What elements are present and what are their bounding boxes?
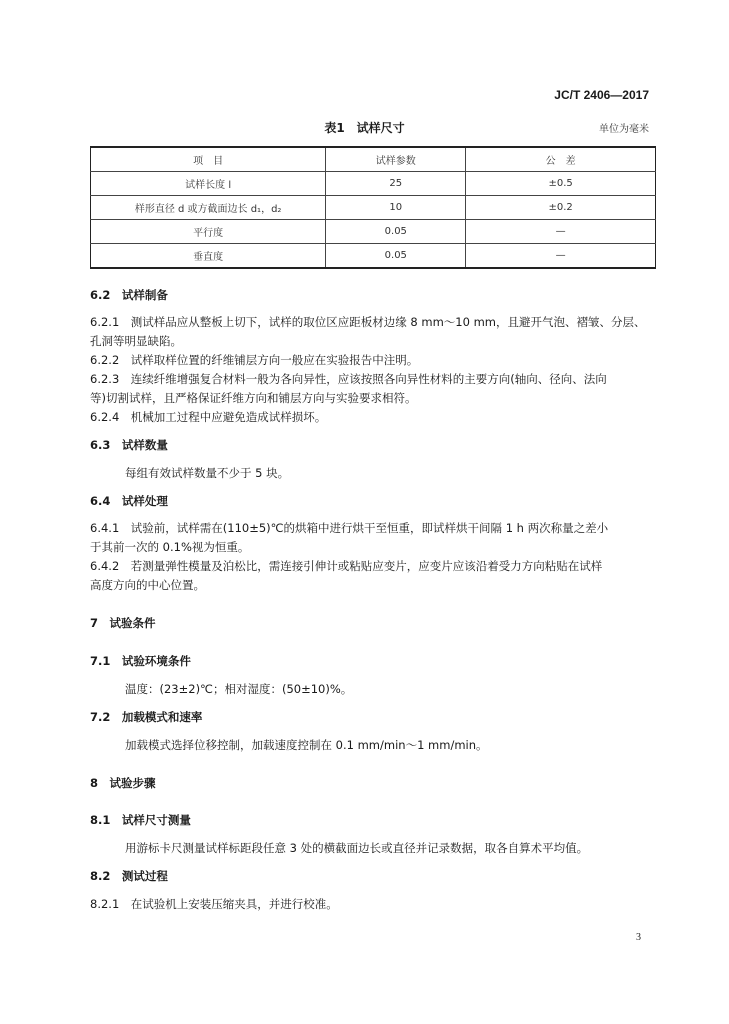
paragraph-7-1: 温度：(23±2)℃；相对湿度：(50±10)%。 [125, 682, 353, 696]
table-cell: 平行度 [91, 220, 326, 244]
paragraph-6-2-3-cont: 等)切割试样，且严格保证纤维方向和铺层方向与实验要求相符。 [90, 391, 417, 405]
table-row [91, 196, 656, 220]
paragraph-6-4-1: 6.4.1 试验前，试样需在(110±5)℃的烘箱中进行烘干至恒重，即试样烘干间隔 1 h 两次称量之差小 [90, 521, 609, 535]
standard-code: JC/T 2406—2017 [554, 88, 649, 102]
table-row [91, 244, 656, 269]
paragraph-6-3: 每组有效试样数量不少于 5 块。 [125, 466, 290, 480]
table-cell: 10 [326, 196, 466, 220]
section-heading-6-3: 6.3 试样数量 [90, 438, 168, 452]
section-heading-8-1: 8.1 试样尺寸测量 [90, 813, 191, 827]
table-cell: — [466, 220, 656, 244]
table-cell: 样形直径 d 或方截面边长 d₁，d₂ [91, 196, 326, 220]
table-cell: 0.05 [326, 244, 466, 269]
section-heading-7-1: 7.1 试验环境条件 [90, 654, 191, 668]
paragraph-6-2-3: 6.2.3 连续纤维增强复合材料一般为各向异性，应该按照各向异性材料的主要方向(轴向、径向、法向 [90, 372, 607, 386]
paragraph-6-2-2: 6.2.2 试样取样位置的纤维铺层方向一般应在实验报告中注明。 [90, 353, 419, 367]
table-title: 表1 试样尺寸 [324, 121, 405, 135]
table-cell: ±0.2 [466, 196, 656, 220]
table-cell: 试样长度 l [91, 172, 326, 196]
table-header-cell: 公 差 [466, 147, 656, 172]
specimen-size-table [90, 146, 656, 269]
table-header-cell: 试样参数 [326, 147, 466, 172]
paragraph-6-4-2: 6.4.2 若测量弹性模量及泊松比，需连接引伸计或粘贴应变片，应变片应该沿着受力方向粘贴在试样 [90, 559, 603, 573]
paragraph-8-1: 用游标卡尺测量试样标距段任意 3 处的横截面边长或直径并记录数据，取各自算术平均值。 [125, 841, 589, 855]
table-header-cell: 项 目 [91, 147, 326, 172]
table-cell: 25 [326, 172, 466, 196]
page-number: 3 [636, 932, 641, 943]
table-cell: 0.05 [326, 220, 466, 244]
table-cell: 垂直度 [91, 244, 326, 269]
table-unit: 单位为毫米 [599, 124, 649, 135]
section-heading-7-2: 7.2 加载模式和速率 [90, 710, 203, 724]
paragraph-6-4-2-cont: 高度方向的中心位置。 [90, 578, 205, 592]
table-header-row [91, 147, 656, 172]
section-heading-8-2: 8.2 测试过程 [90, 869, 168, 883]
paragraph-6-4-1-cont: 于其前一次的 0.1%视为恒重。 [90, 540, 250, 554]
paragraph-6-2-1-cont: 孔洞等明显缺陷。 [90, 334, 182, 348]
section-heading-7: 7 试验条件 [90, 616, 156, 630]
paragraph-8-2-1: 8.2.1 在试验机上安装压缩夹具，并进行校准。 [90, 897, 338, 911]
table-cell: — [466, 244, 656, 269]
table-row [91, 220, 656, 244]
section-heading-8: 8 试验步骤 [90, 776, 156, 790]
paragraph-6-2-1: 6.2.1 测试样品应从整板上切下，试样的取位区应距板材边缘 8 mm～10 mm，且避开气泡、褶皱、分层、 [90, 315, 646, 329]
table-cell: ±0.5 [466, 172, 656, 196]
paragraph-6-2-4: 6.2.4 机械加工过程中应避免造成试样损坏。 [90, 410, 327, 424]
section-heading-6-2: 6.2 试样制备 [90, 288, 168, 302]
section-heading-6-4: 6.4 试样处理 [90, 494, 168, 508]
paragraph-7-2: 加载模式选择位移控制，加载速度控制在 0.1 mm/min～1 mm/min。 [125, 738, 488, 752]
table-row [91, 172, 656, 196]
